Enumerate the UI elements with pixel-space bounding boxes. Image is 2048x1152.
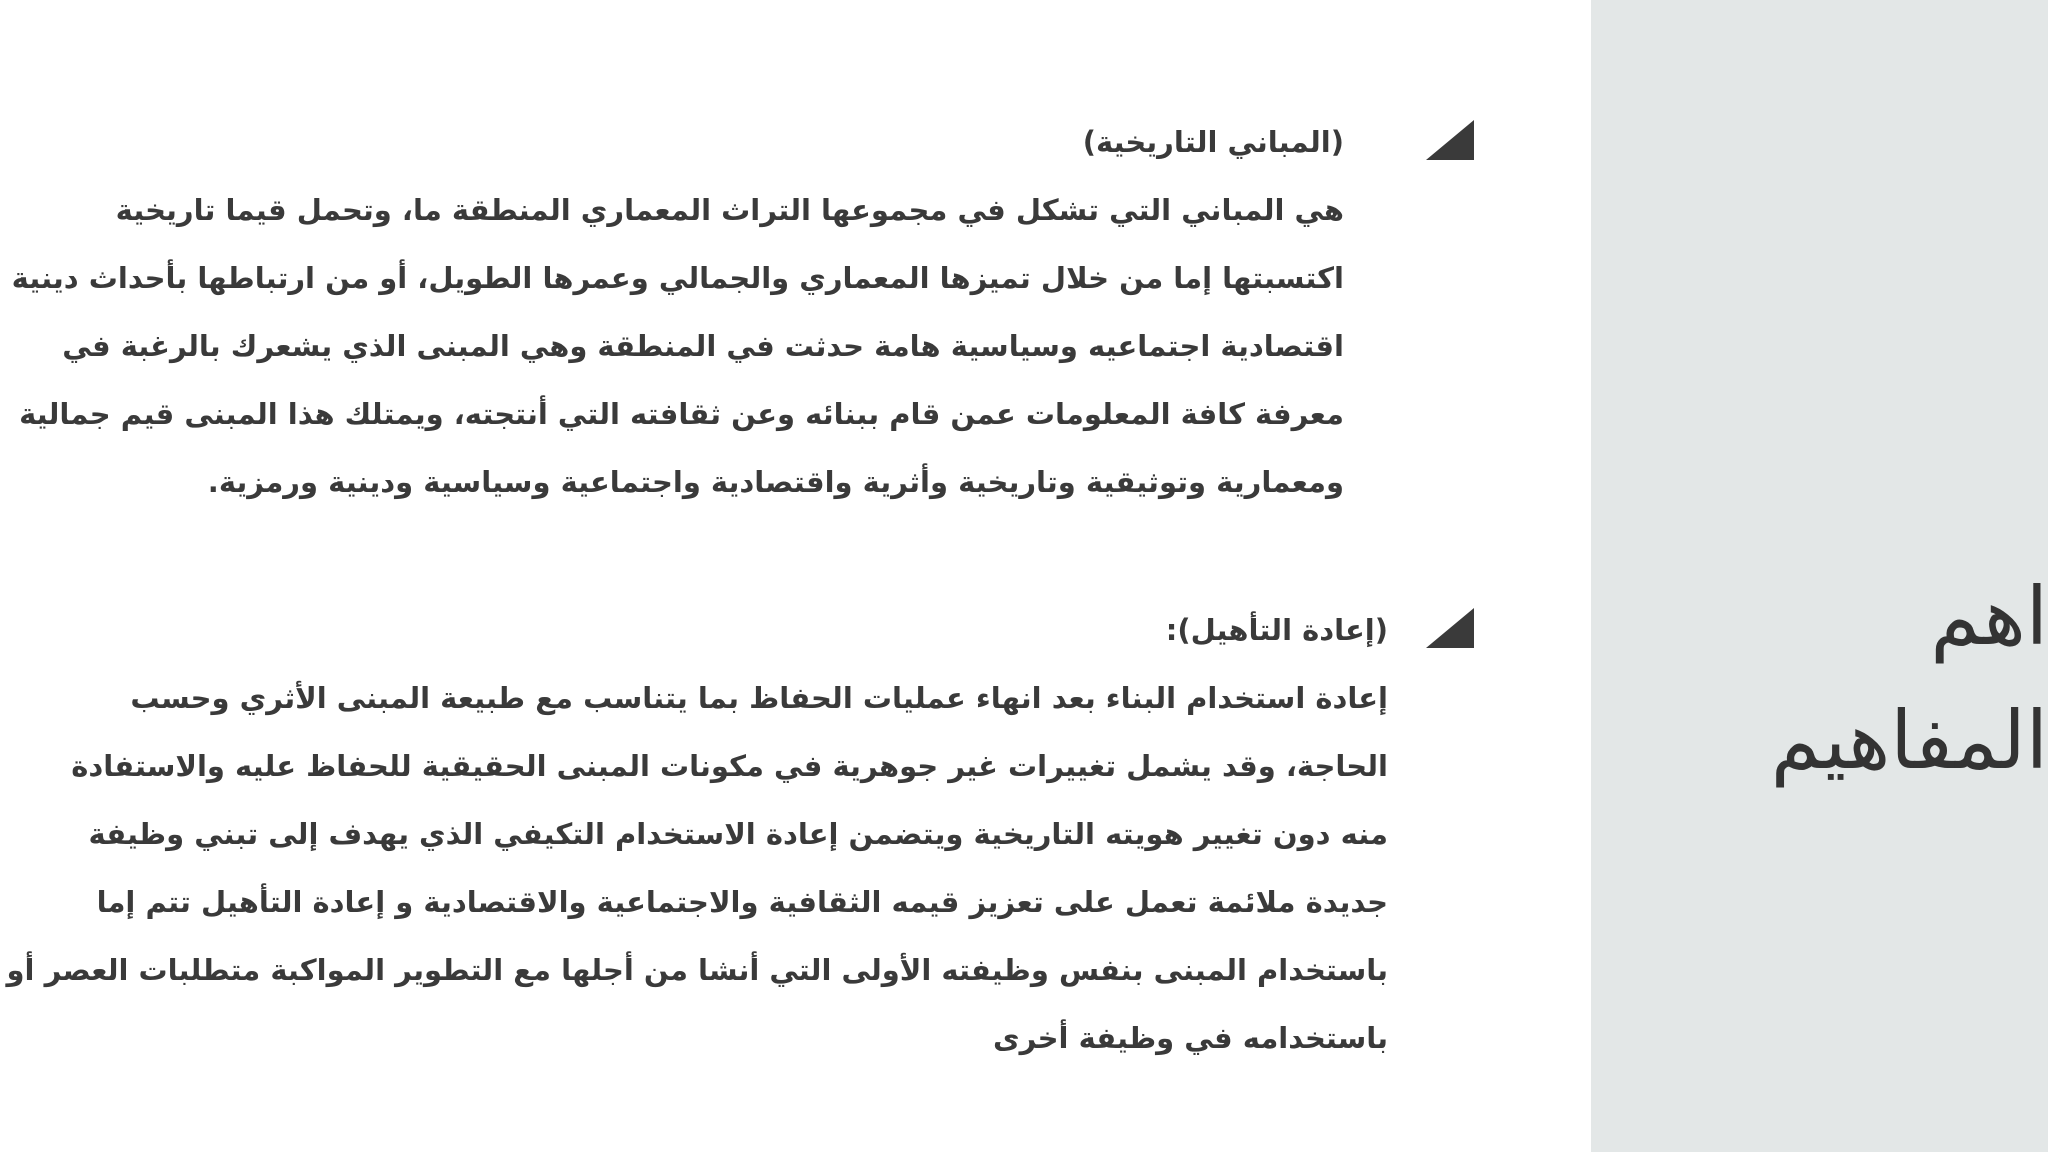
slide-title-line-2: المفاهيم <box>1770 694 2048 787</box>
paragraph-line: باستخدامه في وظيفة أخرى <box>993 1021 1388 1055</box>
paragraph-line: جديدة ملائمة تعمل على تعزيز قيمه الثقافية والاجتماعية والاقتصادية و إعادة التأهيل تتم إما <box>96 885 1388 919</box>
paragraph-line: الحاجة، وقد يشمل تغييرات غير جوهرية في مكونات المبنى الحقيقية للحفاظ عليه والاستفادة <box>71 749 1388 783</box>
section-rehabilitation <box>4 596 1388 1072</box>
paragraph-line: ومعمارية وتوثيقية وتاريخية وأثرية واقتصادية واجتماعية وسياسية ودينية ورمزية. <box>207 465 1344 499</box>
side-panel <box>1591 0 2048 1152</box>
paragraph-line: منه دون تغيير هويته التاريخية ويتضمن إعادة الاستخدام التكيفي الذي يهدف إلى تبني وظيفة <box>88 817 1388 851</box>
slide-title <box>1608 555 2048 803</box>
section-heading: (المباني التاريخية) <box>1082 125 1344 159</box>
section-historic-buildings <box>4 108 1344 516</box>
paragraph-line: اكتسبتها إما من خلال تميزها المعماري والجمالي وعمرها الطويل، أو من ارتباطها بأحداث دينية <box>11 261 1344 295</box>
section-heading: (إعادة التأهيل): <box>1165 613 1388 647</box>
slide-title-line-1: اهم <box>1930 570 2048 663</box>
triangle-bullet-icon <box>1426 120 1474 160</box>
paragraph-line: معرفة كافة المعلومات عمن قام ببنائه وعن ثقافته التي أنتجته، ويمتلك هذا المبنى قيم جمالية <box>19 397 1344 431</box>
paragraph-line: هي المباني التي تشكل في مجموعها التراث المعماري المنطقة ما، وتحمل قيما تاريخية <box>115 193 1344 227</box>
triangle-bullet-icon <box>1426 608 1474 648</box>
paragraph-line: اقتصادية اجتماعيه وسياسية هامة حدثت في المنطقة وهي المبنى الذي يشعرك بالرغبة في <box>62 329 1344 363</box>
paragraph-line: باستخدام المبنى بنفس وظيفته الأولى التي أنشا من أجلها مع التطوير المواكبة متطلبات العصر أو <box>6 953 1388 987</box>
paragraph-line: إعادة استخدام البناء بعد انهاء عمليات الحفاظ بما يتناسب مع طبيعة المبنى الأثري وحسب <box>130 681 1388 715</box>
